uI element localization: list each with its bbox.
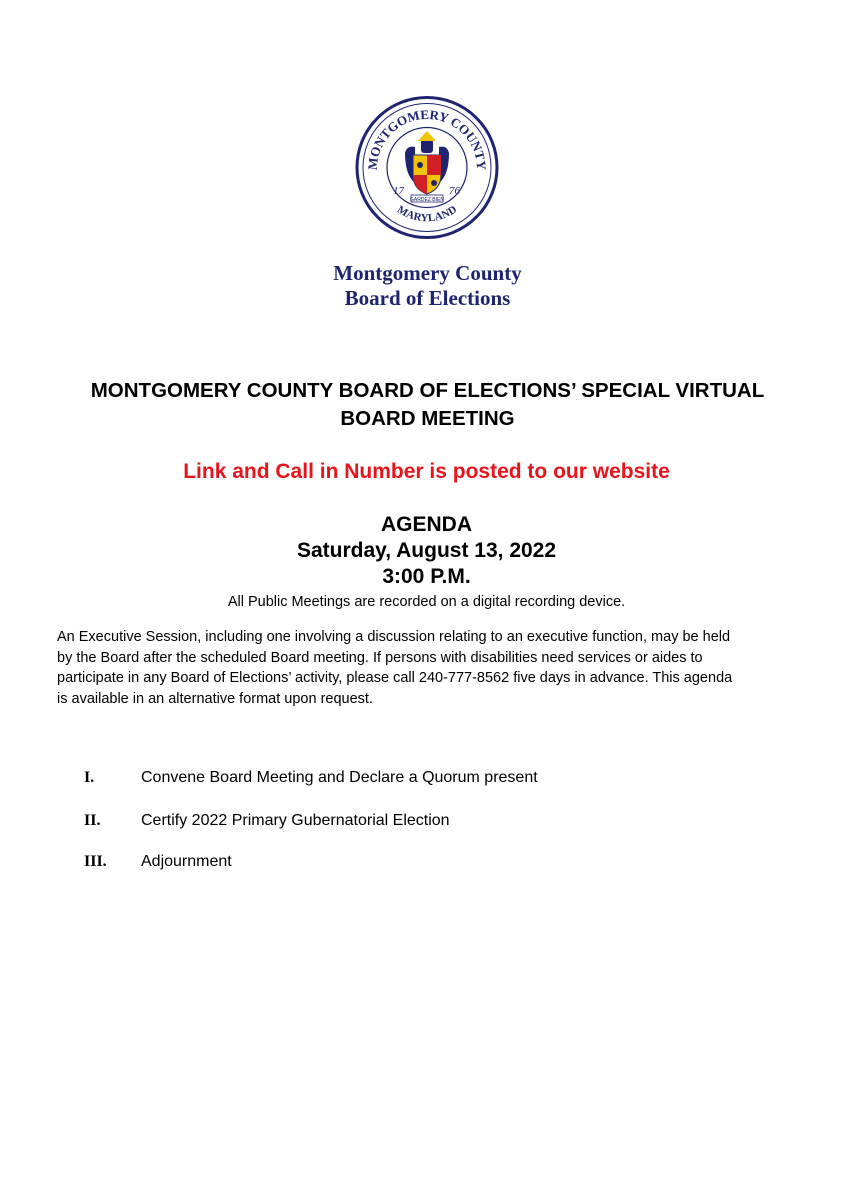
organization-name — [0, 261, 847, 311]
agenda-header — [0, 512, 847, 590]
agenda-item-text: Convene Board Meeting and Declare a Quorum present — [141, 769, 538, 786]
agenda-item-text: Certify 2022 Primary Gubernatorial Election — [141, 812, 450, 829]
agenda-label: AGENDA — [380, 513, 472, 536]
agenda-item — [0, 809, 847, 833]
executive-session-paragraph — [57, 627, 797, 709]
svg-text:MONTGOMERY COUNTY: MONTGOMERY COUNTY — [364, 106, 490, 171]
recording-note: All Public Meetings are recorded on a digital recording device. — [227, 594, 626, 610]
agenda-item-number: III. — [84, 853, 107, 870]
county-seal-logo — [355, 95, 499, 240]
paragraph-line: by the Board after the scheduled Board meeting. If persons with disabilities need services or aides to — [57, 649, 703, 666]
agenda-item-number: I. — [84, 769, 95, 786]
agenda-item — [0, 766, 847, 790]
meeting-time: 3:00 P.M. — [382, 565, 471, 588]
paragraph-line: An Executive Session, including one involving a discussion relating to an executive function, may be held — [57, 629, 731, 645]
svg-text:17: 17 — [393, 185, 404, 197]
organization-name-line-1: Montgomery County — [333, 261, 522, 285]
meeting-title-line-1: MONTGOMERY COUNTY BOARD OF ELECTIONS’ SPECIAL VIRTUAL — [90, 379, 765, 402]
meeting-date: Saturday, August 13, 2022 — [296, 539, 557, 562]
agenda-item-text: Adjournment — [141, 853, 232, 870]
agenda-item-number: II. — [84, 812, 101, 829]
svg-text:MARYLAND: MARYLAND — [394, 203, 460, 225]
organization-name-line-2: Board of Elections — [344, 286, 511, 310]
svg-text:GARDEZ BIEN: GARDEZ BIEN — [410, 197, 444, 203]
website-link-notice: Link and Call in Number is posted to our website — [183, 460, 670, 483]
meeting-title — [40, 377, 815, 433]
svg-text:76: 76 — [449, 185, 460, 197]
paragraph-line: is available in an alternative format upon request. — [57, 690, 373, 707]
meeting-title-line-2: BOARD MEETING — [340, 407, 515, 430]
agenda-item — [0, 850, 847, 874]
paragraph-line: participate in any Board of Elections’ activity, please call 240-777-8562 five days in advance. This agenda — [57, 670, 733, 686]
